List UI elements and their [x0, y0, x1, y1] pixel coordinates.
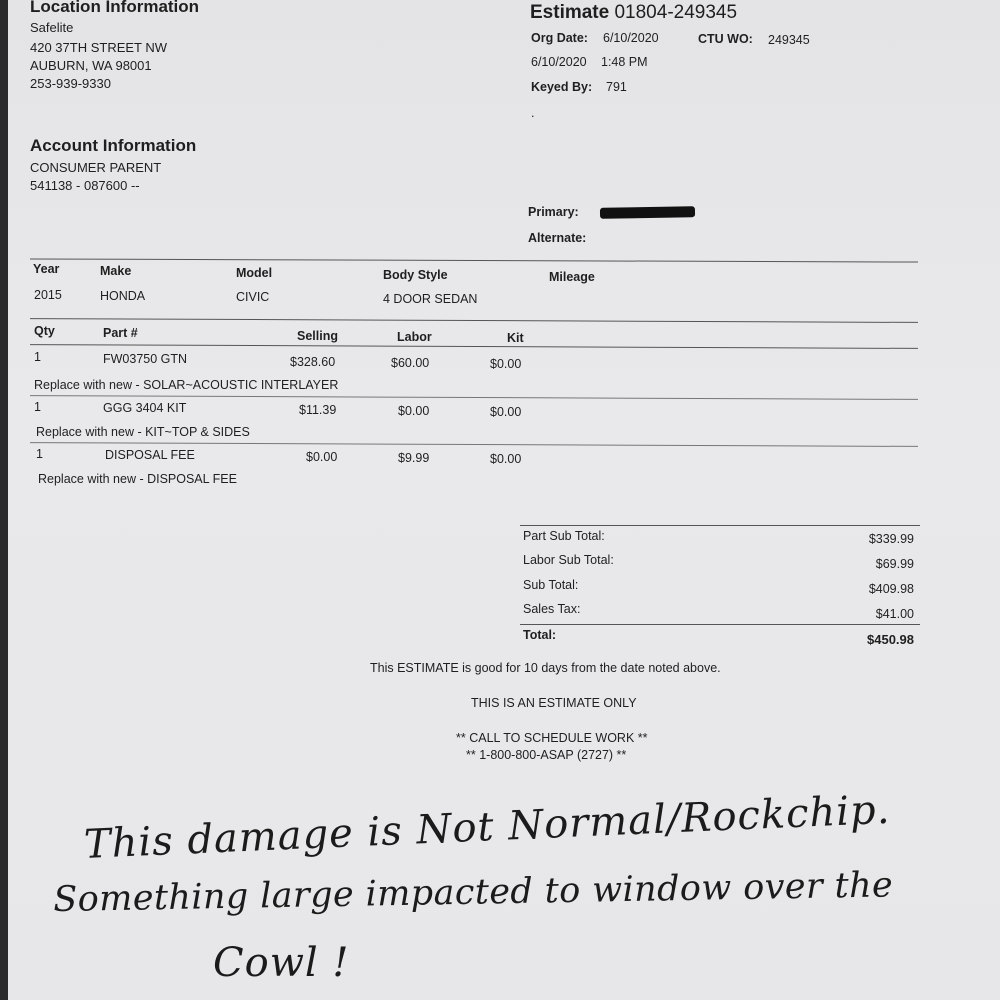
total-value: $450.98	[867, 632, 914, 647]
parts-header-kit: Kit	[507, 331, 524, 345]
alternate-label: Alternate:	[528, 231, 587, 245]
account-heading: Account Information	[30, 136, 197, 155]
estimate-label: Estimate	[530, 2, 610, 23]
ctu-wo-value: 249345	[768, 33, 810, 47]
account-name: CONSUMER PARENT	[30, 160, 162, 175]
parts-header-part: Part #	[103, 326, 138, 340]
location-address-line1: 420 37TH STREET NW	[30, 40, 168, 55]
part-row-2-kit: $0.00	[490, 405, 522, 419]
estimate-title	[530, 2, 737, 24]
labor-subtotal-value: $69.99	[875, 557, 914, 571]
part-subtotal-value: $339.99	[868, 532, 914, 546]
part-row-3-part: DISPOSAL FEE	[105, 448, 195, 462]
part-row-3-description: Replace with new - DISPOSAL FEE	[38, 472, 237, 486]
vehicle-header-body-style: Body Style	[383, 268, 448, 282]
vehicle-top-rule	[30, 258, 918, 262]
vehicle-year: 2015	[34, 288, 62, 302]
sales-tax-label: Sales Tax:	[523, 602, 581, 616]
org-date-value: 6/10/2020	[603, 31, 659, 45]
estimate-only-note: THIS IS AN ESTIMATE ONLY	[471, 696, 637, 710]
account-number: 541138 - 087600 --	[30, 178, 140, 193]
location-address-line2: AUBURN, WA 98001	[30, 58, 152, 73]
handwritten-line-3: Cowl !	[213, 940, 350, 986]
total-rule	[520, 624, 920, 625]
subtotal-value: $409.98	[868, 582, 914, 596]
part-row-2-selling: $11.39	[299, 403, 337, 417]
vehicle-header-make: Make	[100, 264, 132, 278]
subtotal-label: Sub Total:	[523, 578, 579, 592]
sales-tax-value: $41.00	[875, 607, 914, 621]
validity-note: This ESTIMATE is good for 10 days from the date noted above.	[370, 661, 721, 675]
parts-header-rule	[30, 344, 918, 349]
vehicle-header-mileage: Mileage	[549, 270, 595, 284]
part-row-3-qty: 1	[36, 447, 43, 461]
estimate-time: 1:48 PM	[601, 55, 648, 69]
part-row-3-kit: $0.00	[490, 452, 522, 466]
part-row-2-labor: $0.00	[398, 404, 430, 418]
part-row-3-labor: $9.99	[398, 451, 430, 465]
keyed-by-value: 791	[606, 80, 627, 94]
stray-dot: .	[531, 106, 535, 120]
part-row-1-description: Replace with new - SOLAR~ACOUSTIC INTERLAYER	[34, 378, 339, 392]
org-date-label: Org Date:	[531, 31, 588, 45]
part-row-2-description: Replace with new - KIT~TOP & SIDES	[36, 425, 250, 439]
part-row-1-part: FW03750 GTN	[103, 352, 188, 366]
handwritten-line-2: Something large impacted to window over the	[53, 865, 894, 920]
part-row-1-kit: $0.00	[490, 357, 522, 371]
estimate-number: 01804-249345	[614, 2, 738, 23]
ctu-wo-label: CTU WO:	[698, 32, 753, 46]
vehicle-header-model: Model	[236, 266, 273, 280]
location-name: Safelite	[30, 20, 74, 35]
part-row-1-labor: $60.00	[391, 356, 430, 370]
estimate-date: 6/10/2020	[531, 55, 587, 69]
parts-header-selling: Selling	[297, 329, 338, 343]
vehicle-make: HONDA	[100, 289, 146, 303]
location-phone: 253-939-9330	[30, 76, 111, 91]
handwritten-line-1: This damage is Not Normal/Rockchip.	[83, 786, 892, 868]
part-row-2-part: GGG 3404 KIT	[103, 401, 187, 415]
parts-header-qty: Qty	[34, 324, 55, 338]
labor-subtotal-label: Labor Sub Total:	[523, 553, 614, 567]
part-row-1-selling: $328.60	[290, 355, 336, 369]
totals-top-rule	[520, 525, 920, 526]
primary-label: Primary:	[528, 205, 579, 219]
schedule-phone-note: ** 1-800-800-ASAP (2727) **	[466, 748, 627, 762]
part-row-2-qty: 1	[34, 400, 41, 414]
vehicle-header-year: Year	[33, 262, 60, 276]
part-row-2-rule	[30, 442, 918, 447]
call-to-schedule-note: ** CALL TO SCHEDULE WORK **	[456, 731, 648, 745]
part-row-3-selling: $0.00	[306, 450, 338, 464]
total-label: Total:	[523, 628, 557, 642]
location-heading: Location Information	[30, 0, 200, 16]
vehicle-body-style: 4 DOOR SEDAN	[383, 292, 478, 306]
part-row-1-qty: 1	[34, 350, 41, 364]
part-row-1-rule	[30, 395, 918, 400]
parts-header-labor: Labor	[397, 330, 432, 344]
vehicle-model: CIVIC	[236, 290, 270, 304]
estimate-paper	[8, 0, 1000, 1000]
keyed-by-label: Keyed By:	[531, 80, 593, 94]
redaction-mark	[600, 206, 695, 219]
part-subtotal-label: Part Sub Total:	[523, 529, 605, 543]
parts-top-rule	[30, 318, 918, 323]
